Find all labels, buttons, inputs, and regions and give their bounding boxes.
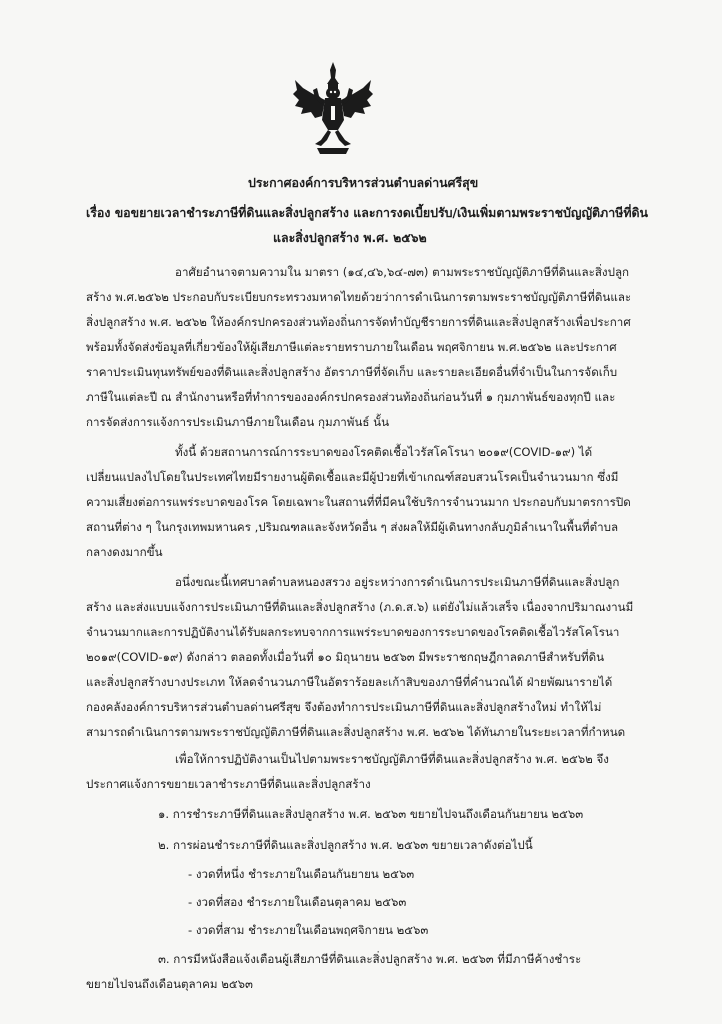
body-line: - งวดที่สอง ชำระภายในเดือนตุลาคม ๒๕๖๓	[188, 895, 407, 909]
body-line: ราคาประเมินทุนทรัพย์ของที่ดินและสิ่งปลูกสร้าง อัตราภาษีที่จัดเก็บ และรายละเอียดอื่นที่จำเป็นในการจัดเก็บ	[86, 365, 618, 379]
body-line: สิ่งปลูกสร้าง พ.ศ. ๒๕๖๒ ให้องค์กรปกครองส่วนท้องถิ่นการจัดทำบัญชีรายการที่ดินและสิ่งปลูกสร้างเพื่อประกาศ	[86, 315, 631, 329]
body-line: ๑. การชำระภาษีที่ดินและสิ่งปลูกสร้าง พ.ศ. ๒๕๖๓ ขยายไปจนถึงเดือนกันยายน ๒๕๖๓	[158, 807, 584, 821]
body-line: สร้าง และส่งแบบแจ้งการประเมินภาษีที่ดินและสิ่งปลูกสร้าง (ภ.ด.ส.๖) แต่ยังไม่แล้วเสร็จ เนื่องจากปริมาณงานมี	[86, 600, 634, 614]
body-line: ๒๐๑๙(COVID-๑๙) ดังกล่าว ตลอดทั้งเมื่อวันที่ ๑๐ มิถุนายน ๒๕๖๓ มีพระราชกฤษฎีกาลดภาษีสำหรับที่ดิน	[86, 650, 605, 664]
body-line: สามารถดำเนินการตามพระราชบัญญัติภาษีที่ดินและสิ่งปลูกสร้าง พ.ศ. ๒๕๖๒ ได้ทันภายในระยะเวลาที่กำหนด	[86, 725, 626, 739]
body-line: กองคลังองค์การบริหารส่วนตำบลด่านศรีสุข จึงต้องทำการประเมินภาษีที่ดินและสิ่งปลูกสร้างใหม่ ทำให้ไม่	[86, 700, 602, 714]
body-line: อาศัยอำนาจตามความใน มาตรา (๑๔,๔๖,๖๔-๗๓) ตามพระราชบัญญัติภาษีที่ดินและสิ่งปลูก	[175, 265, 630, 279]
body-line: การจัดส่งการแจ้งการประเมินภาษีภายในเดือน กุมภาพันธ์ นั้น	[86, 415, 389, 429]
org-title: ประกาศองค์การบริหารส่วนตำบลด่านศรีสุข	[248, 175, 479, 190]
body-line: และสิ่งปลูกสร้างบางประเภท ให้ลดจำนวนภาษีในอัตราร้อยละเก้าสิบของภาษีที่คำนวณได้ ฝ่ายพัฒนารายได้	[86, 675, 613, 689]
body-line: จำนวนมากและการปฏิบัติงานได้รับผลกระทบจากการแพร่ระบาดของการระบาดของโรคติดเชื้อไวรัสโคโรนา	[86, 625, 620, 639]
body-line: - งวดที่หนึ่ง ชำระภายในเดือนกันยายน ๒๕๖๓	[188, 867, 415, 881]
body-line: ขยายไปจนถึงเดือนตุลาคม ๒๕๖๓	[86, 977, 253, 991]
garuda-emblem-icon	[291, 60, 375, 156]
body-line: อนึ่งขณะนี้เทศบาลตำบลหนองสรวง อยู่ระหว่างการดำเนินการประเมินภาษีที่ดินและสิ่งปลูก	[175, 575, 620, 589]
body-line: ประกาศแจ้งการขยายเวลาชำระภาษีที่ดินและสิ่งปลูกสร้าง	[86, 777, 371, 791]
body-line: ภาษีในแต่ละปี ณ สำนักงานหรือที่ทำการขององค์กรปกครองส่วนท้องถิ่นก่อนวันที่ ๑ กุมภาพันธ์ของทุกปี และ	[86, 390, 616, 404]
body-line: พร้อมทั้งจัดส่งข้อมูลที่เกี่ยวข้องให้ผู้เสียภาษีแต่ละรายทราบภายในเดือน พฤศจิกายน พ.ศ.๒๕๖๒ และประกาศ	[86, 340, 617, 354]
body-line: สถานที่ต่าง ๆ ในกรุงเทพมหานคร ,ปริมณฑลและจังหวัดอื่น ๆ ส่งผลให้มีผู้เดินทางกลับภูมิลำเนาในพื้นที่ตำบล	[86, 520, 619, 534]
body-line: ความเสี่ยงต่อการแพร่ระบาดของโรค โดยเฉพาะในสถานที่ที่มีคนใช้บริการจำนวนมาก ประกอบกับมาตรการปิด	[86, 495, 631, 509]
body-line: กลางดงมากขึ้น	[86, 545, 163, 559]
body-line: เปลี่ยนแปลงไปโดยในประเทศไทยมีรายงานผู้ติดเชื้อและมีผู้ป่วยที่เข้าเกณฑ์สอบสวนโรคเป็นจำนวนมาก ซึ่งมี	[86, 470, 619, 484]
body-line: ทั้งนี้ ด้วยสถานการณ์การระบาดของโรคติดเชื้อไวรัสโคโรนา ๒๐๑๙(COVID-๑๙) ได้	[175, 445, 593, 459]
body-line: ๒. การผ่อนชำระภาษีที่ดินและสิ่งปลูกสร้าง พ.ศ. ๒๕๖๓ ขยายเวลาดังต่อไปนี้	[158, 838, 533, 852]
subject-line-1: เรื่อง ขอขยายเวลาชำระภาษีที่ดินและสิ่งปลูกสร้าง และการงดเบี้ยปรับ/เงินเพิ่มตามพระราชบัญญัติภาษีที่ดิน	[86, 205, 649, 220]
body-line: เพื่อให้การปฏิบัติงานเป็นไปตามพระราชบัญญัติภาษีที่ดินและสิ่งปลูกสร้าง พ.ศ. ๒๕๖๒ จึง	[175, 752, 609, 766]
body-line: - งวดที่สาม ชำระภายในเดือนพฤศจิกายน ๒๕๖๓	[188, 923, 429, 937]
body-line: ๓. การมีหนังสือแจ้งเตือนผู้เสียภาษีที่ดินและสิ่งปลูกสร้าง พ.ศ. ๒๕๖๓ ที่มีภาษีค้างชำระ	[158, 952, 582, 966]
subject-line-2: และสิ่งปลูกสร้าง พ.ศ. ๒๕๖๒	[273, 230, 427, 245]
body-line: สร้าง พ.ศ.๒๕๖๒ ประกอบกับระเบียบกระทรวงมหาดไทยด้วยว่าการดำเนินการตามพระราชบัญญัติภาษีที่ดินและ	[86, 290, 632, 304]
